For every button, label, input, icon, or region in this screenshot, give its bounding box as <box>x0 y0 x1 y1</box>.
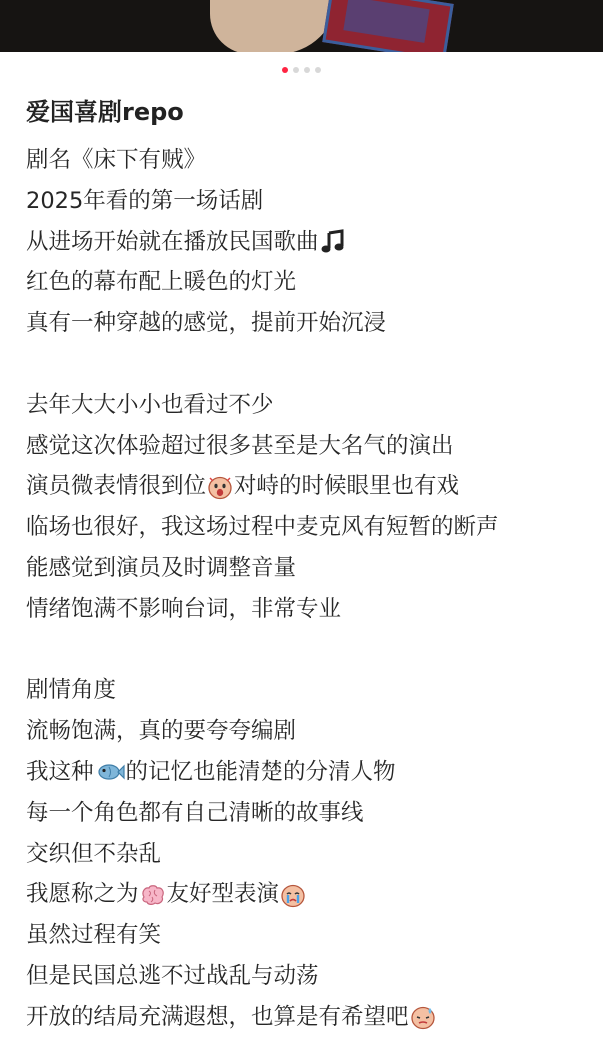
brain-icon <box>140 882 166 908</box>
post-line <box>26 181 596 222</box>
line-text: 流畅饱满，真的要夸夸编剧 <box>26 718 297 745</box>
post-line <box>26 426 596 467</box>
post-line <box>26 997 596 1038</box>
carousel-dot-active[interactable] <box>282 67 288 73</box>
line-text: 但是民国总逃不过战乱与动荡 <box>26 962 319 989</box>
line-text: 能感觉到演员及时调整音量 <box>26 554 297 581</box>
line-text: 开放的结局充满遐想，也算是有希望吧 <box>26 1003 409 1030</box>
carousel-indicator <box>0 67 603 75</box>
post-line <box>26 385 596 426</box>
line-text: 剧名《床下有贼》 <box>26 147 207 173</box>
post-line <box>26 589 596 630</box>
post-line <box>26 548 596 589</box>
line-text: 去年大大小小也看过不少 <box>26 391 274 418</box>
post-line <box>26 507 596 548</box>
blank-line <box>26 344 596 385</box>
sweat-face-icon <box>410 1004 436 1030</box>
post-line <box>26 303 596 344</box>
carousel-dot[interactable] <box>293 67 299 73</box>
post-line <box>26 956 596 997</box>
fish-icon <box>95 759 125 785</box>
line-text: 对峙的时候眼里也有戏 <box>234 473 460 500</box>
post-line <box>26 222 596 263</box>
post-line <box>26 752 596 793</box>
carousel-dot[interactable] <box>304 67 310 73</box>
line-text: 临场也很好，我这场过程中麦克风有短暂的断声 <box>26 514 499 541</box>
line-text: 红色的幕布配上暖色的灯光 <box>26 269 297 296</box>
post-line <box>26 874 596 915</box>
post-title: 爱国喜剧repo <box>26 98 184 126</box>
line-text: 我愿称之为 <box>26 881 139 908</box>
crying-face-icon <box>280 882 306 908</box>
music-note-icon <box>320 229 346 255</box>
line-text: 感觉这次体验超过很多甚至是大名气的演出 <box>26 432 454 459</box>
post-line <box>26 262 596 303</box>
blank-line <box>26 630 596 671</box>
post-body <box>26 140 596 1038</box>
post-line <box>26 793 596 834</box>
line-text: 每一个角色都有自己清晰的故事线 <box>26 799 364 826</box>
post-line <box>26 670 596 711</box>
carousel-dot[interactable] <box>315 67 321 73</box>
post-line <box>26 711 596 752</box>
ticket-in-photo <box>322 0 454 52</box>
line-text: 从进场开始就在播放民国歌曲 <box>26 228 319 255</box>
line-text: 虽然过程有笑 <box>26 922 162 949</box>
post-line <box>26 834 596 875</box>
post-line <box>26 140 596 181</box>
hand-in-photo <box>210 0 338 52</box>
line-text: 的记忆也能清楚的分清人物 <box>125 758 396 785</box>
line-text: 友好型表演 <box>166 881 280 908</box>
line-text: 剧情角度 <box>26 677 117 704</box>
line-text: 真有一种穿越的感觉，提前开始沉浸 <box>26 310 387 337</box>
line-text: 我这种 <box>26 758 94 785</box>
line-text: 演员微表情很到位 <box>26 473 207 500</box>
post-line <box>26 915 596 956</box>
post-line <box>26 466 596 507</box>
line-text: 2025年看的第一场话剧 <box>26 187 264 214</box>
line-text: 情绪饱满不影响台词，非常专业 <box>26 595 342 622</box>
shocked-face-icon <box>207 474 233 500</box>
post-cover-image[interactable] <box>0 0 603 52</box>
line-text: 交织但不杂乱 <box>26 840 162 867</box>
